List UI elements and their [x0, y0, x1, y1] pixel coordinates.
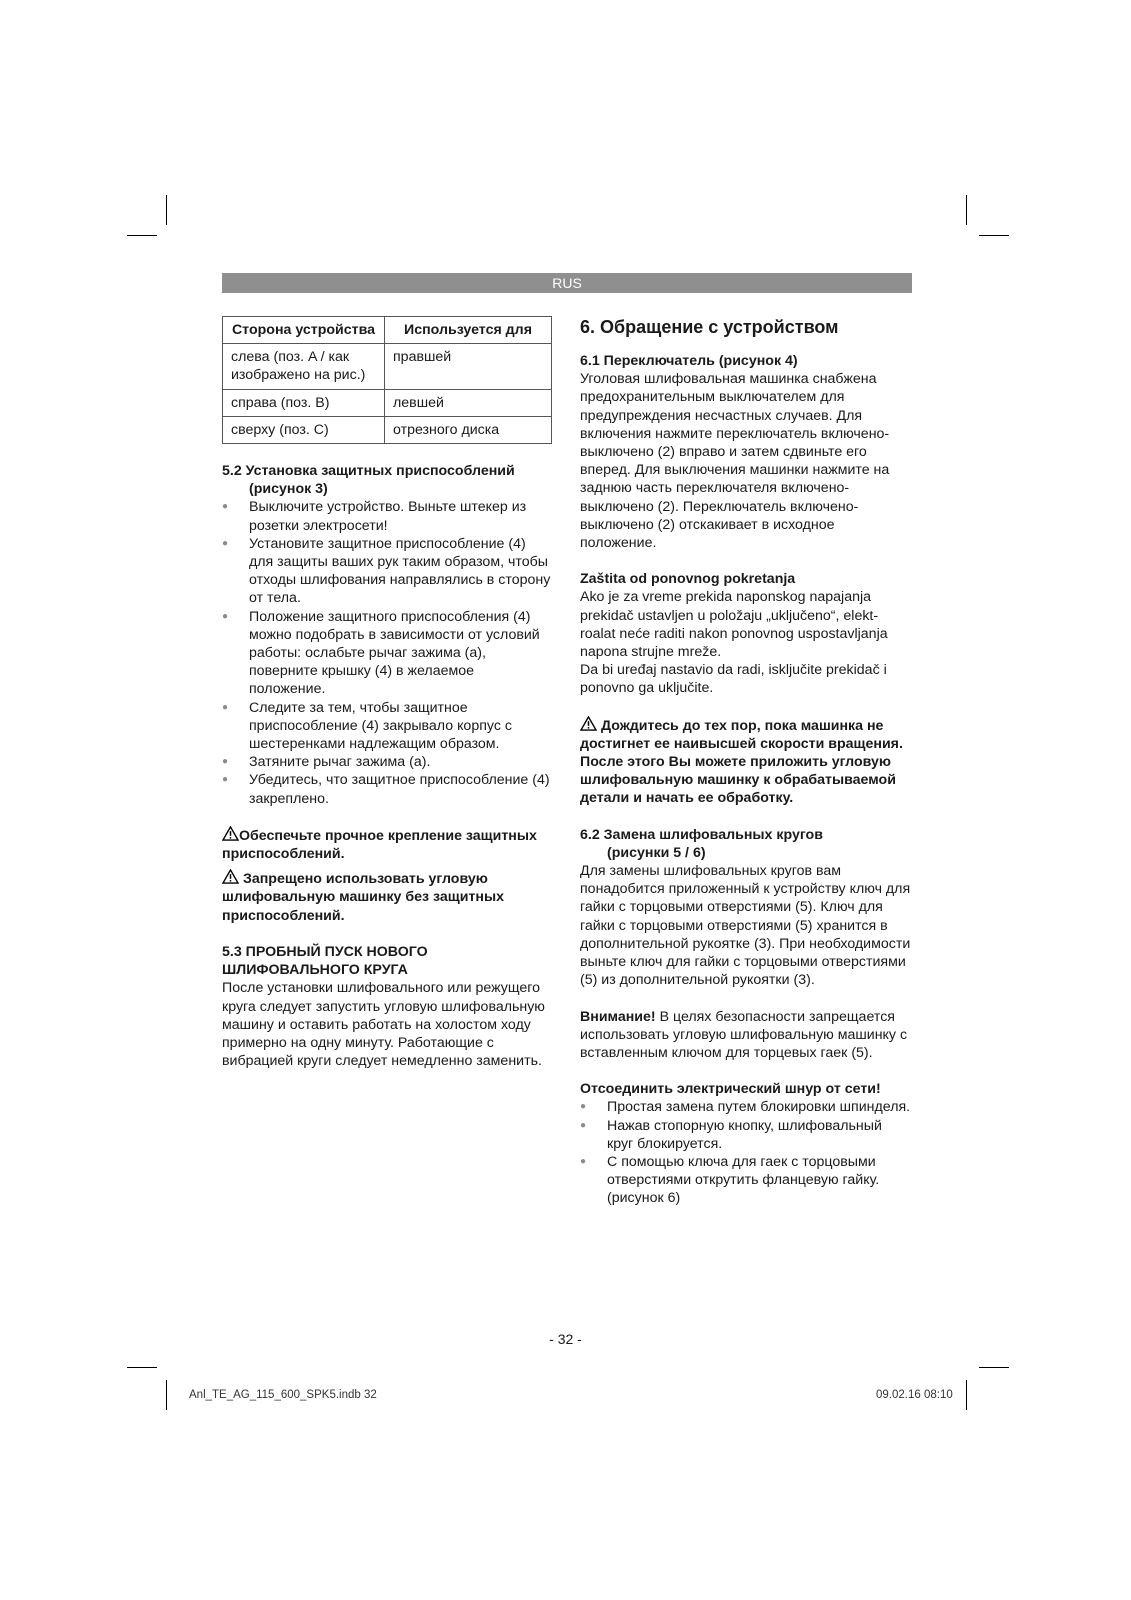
list-item: ● Нажав стопорную кнопку, шлифовальный круг блокируется. — [580, 1117, 912, 1153]
list-item: ● Выключите устройство. Выньте штекер из розетки электросети! — [222, 498, 552, 534]
crop-mark — [966, 195, 967, 225]
section-5-3-title: ШЛИФОВАЛЬНОГО КРУГА — [222, 962, 408, 979]
list-item: ● Следите за тем, чтобы защитное приспособление (4) закрывало корпус с шестеренками надлежащим образом. — [222, 699, 552, 754]
restart-protection-text: Ako je za vreme prekida naponskog napajanja prekidač ustavljen u položaju „uključeno“, elekt-roalat neće raditi nakon ponovnog uspostavljanja napona strujne mreže. — [580, 589, 888, 661]
language-band: RUS — [222, 273, 912, 293]
list-item: ● Установите защитное приспособление (4) для защиты ваших рук таким образом, чтобы отходы шлифования направлялись в сторону от тела. — [222, 535, 552, 608]
warning-icon — [222, 869, 239, 884]
table-cell: справа (поз. B) — [223, 389, 385, 416]
table-header-cell: Сторона устройства — [223, 317, 385, 344]
section-6-2-subtitle: (рисунки 5 / 6) — [607, 844, 706, 861]
table-row — [223, 416, 552, 443]
table-cell: отрезного диска — [385, 416, 552, 443]
left-column — [222, 316, 552, 1070]
list-item: ● Затяните рычаг зажима (a). — [222, 753, 552, 771]
footer-date: 09.02.16 08:10 — [876, 1389, 953, 1401]
list-item: ● Положение защитного приспособления (4) можно подобрать в зависимости от условий работы: ослабьте рычаг зажима (a), поверните крышку (4) в желаемое положение. — [222, 608, 552, 699]
restart-protection-title: Zaštita od ponovnog pokretanja — [580, 571, 796, 588]
table-cell: правшей — [385, 344, 552, 389]
page-number: - 32 - — [549, 1331, 582, 1347]
crop-mark — [979, 1367, 1009, 1368]
attention-label: Внимание! — [580, 1008, 656, 1025]
section-5-3-text: После установки шлифовального или режущего круга следует запустить угловую шлифовальную машину и оставить работать на холостом ходу примерно на одну минуту. Работающие с вибрацией круги следует немедленно заменить. — [222, 980, 545, 1070]
footer-filename: Anl_TE_AG_115_600_SPK5.indb 32 — [189, 1389, 377, 1401]
section-5-3-title: 5.3 ПРОБНЫЙ ПУСК НОВОГО — [222, 943, 428, 960]
warning-text-cont: достигнет ее наивысшей скорости вращения. После этого Вы можете приложить угловую шлифовальную машинку к обрабатываемой детали и начать ее обработку. — [580, 735, 903, 807]
section-6-1-text: Уголовая шлифовальная машинка снабжена предохранительным выключателем для предупреждения несчастных случаев. Для включения нажмите переключатель включено-выключено (2) вправо и затем сдвиньте его вперед. Для выключения машинки нажмите на заднюю часть переключателя включено-выключено (2). Переключатель включено-выключено (2) отскакивает в исходное положение. — [580, 371, 890, 552]
crop-mark — [979, 235, 1009, 236]
warning-note — [222, 869, 552, 925]
attention-text: В целях безопасности запрещается использовать угловую шлифовальную машинку с вставленным ключом для торцевых гаек (5). — [580, 1008, 908, 1061]
table-cell: левшей — [385, 389, 552, 416]
table-row — [223, 389, 552, 416]
section-5-2-subtitle: (рисунок 3) — [249, 481, 328, 498]
table-header-row — [223, 317, 552, 344]
warning-text: Обеспечьте прочное крепление защитных приспособлений. — [222, 827, 537, 863]
warning-icon — [222, 826, 239, 841]
restart-protection-text: Da bi uređaj nastavio da radi, isključite prekidač i ponovno ga uključite. — [580, 662, 887, 697]
crop-mark — [966, 1380, 967, 1410]
list-item: ● С помощью ключа для гаек с торцовыми отверстиями открутить фланцевую гайку. (рисунок 6) — [580, 1153, 912, 1208]
disconnect-list — [580, 1098, 912, 1207]
right-column — [580, 316, 912, 1208]
crop-mark — [127, 235, 157, 236]
warning-text: Дождитесь до тех пор, пока машинка не — [597, 717, 884, 734]
section-5-2-list — [222, 498, 552, 807]
table-cell: слева (поз. A / как изображено на рис.) — [223, 344, 385, 389]
crop-mark — [166, 1380, 167, 1410]
section-6-2-text: Для замены шлифовальных кругов вам понадобится приложенный к устройству ключ для гайки с торцовыми отверстиями (5). Ключ для гайки с торцовыми отверстиями (5) хранится в дополнительной рукоятке (3). При необходимости выньте ключ для гайки с торцовыми отверстиями (5) из дополнительной рукоятки (3). — [580, 863, 911, 989]
side-usage-table — [222, 316, 552, 444]
section-5-2-title: 5.2 Установка защитных приспособлений — [222, 463, 515, 480]
attention-note — [580, 1008, 912, 1063]
list-item: ● Простая замена путем блокировки шпинделя. — [580, 1098, 912, 1116]
warning-text: Запрещено использовать угловую шлифовальную машинку без защитных приспособлений. — [222, 871, 504, 924]
section-6-1-title: 6.1 Переключатель (рисунок 4) — [580, 353, 798, 369]
table-cell: сверху (поз. C) — [223, 416, 385, 443]
table-header-cell: Используется для — [385, 317, 552, 344]
warning-icon — [580, 716, 597, 731]
chapter-6-title: 6. Обращение с устройством — [580, 317, 839, 337]
table-row — [223, 344, 552, 389]
crop-mark — [166, 195, 167, 225]
section-6-2-title: 6.2 Замена шлифовальных кругов — [580, 826, 823, 843]
list-item: ● Убедитесь, что защитное приспособление (4) закреплено. — [222, 771, 552, 807]
disconnect-title: Отсоединить электрический шнур от сети! — [580, 1081, 881, 1098]
warning-note — [222, 826, 552, 863]
warning-note — [580, 716, 912, 735]
crop-mark — [127, 1367, 157, 1368]
